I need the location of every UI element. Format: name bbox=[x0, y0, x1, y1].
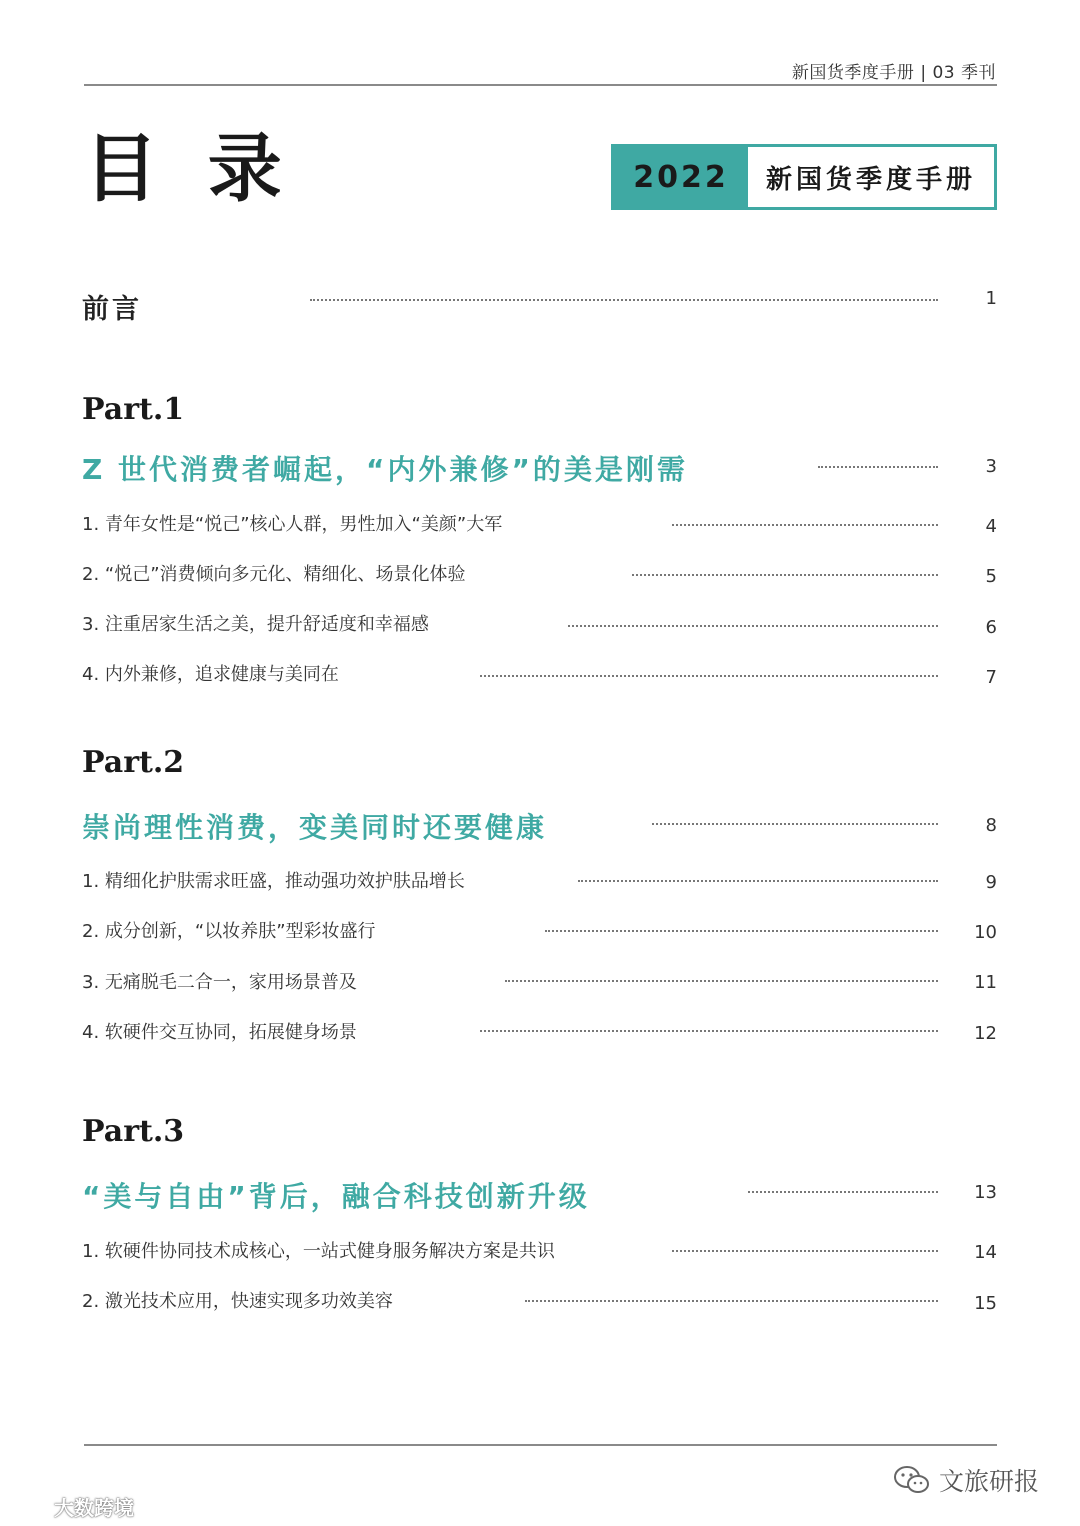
toc-item-page: 6 bbox=[985, 617, 997, 638]
part-heading-page: 8 bbox=[985, 815, 997, 836]
edition-badge bbox=[611, 144, 997, 210]
watermark-right bbox=[893, 1462, 1039, 1498]
toc-item[interactable]: 2. 成分创新，“以妆养肤”型彩妆盛行 bbox=[82, 921, 376, 942]
dot-leader bbox=[568, 625, 938, 627]
footer-divider bbox=[84, 1444, 997, 1446]
toc-item[interactable]: 2. 激光技术应用，快速实现多功效美容 bbox=[82, 1291, 393, 1312]
part-heading[interactable]: Z 世代消费者崛起，“内外兼修”的美是刚需 bbox=[82, 453, 688, 486]
toc-item-page: 14 bbox=[974, 1242, 997, 1263]
part-heading[interactable]: 崇尚理性消费，变美同时还要健康 bbox=[82, 811, 548, 844]
running-header: 新国货季度手册 | 03 季刊 bbox=[791, 63, 996, 83]
badge-name: 新国货季度手册 bbox=[748, 147, 994, 207]
toc-item-page: 15 bbox=[974, 1293, 997, 1314]
part-heading-page: 3 bbox=[985, 456, 997, 477]
dot-leader bbox=[310, 299, 938, 301]
toc-item-page: 9 bbox=[985, 872, 997, 893]
dot-leader bbox=[578, 880, 938, 882]
dot-leader bbox=[632, 574, 938, 576]
dot-leader bbox=[652, 823, 938, 825]
brand-logo-icon bbox=[10, 1495, 50, 1519]
toc-item[interactable]: 2. “悦己”消费倾向多元化、精细化、场景化体验 bbox=[82, 564, 466, 585]
dot-leader bbox=[505, 980, 938, 982]
toc-item[interactable]: 3. 无痛脱毛二合一，家用场景普及 bbox=[82, 972, 357, 993]
dot-leader bbox=[480, 675, 938, 677]
watermark-right-text: 文旅研报 bbox=[939, 1467, 1040, 1496]
badge-year: 2022 bbox=[614, 147, 748, 207]
toc-item[interactable]: 1. 精细化护肤需求旺盛，推动强功效护肤品增长 bbox=[82, 871, 465, 892]
toc-item[interactable]: 1. 软硬件协同技术成核心，一站式健身服务解决方案是共识 bbox=[82, 1241, 555, 1262]
toc-item-page: 11 bbox=[974, 972, 997, 993]
toc-item[interactable]: 3. 注重居家生活之美，提升舒适度和幸福感 bbox=[82, 614, 429, 635]
part-label: Part.3 bbox=[82, 1114, 185, 1149]
dot-leader bbox=[672, 524, 938, 526]
toc-item-page: 12 bbox=[974, 1023, 997, 1044]
part-heading-page: 13 bbox=[974, 1182, 997, 1203]
toc-item-page: 5 bbox=[985, 566, 997, 587]
part-label: Part.1 bbox=[82, 392, 185, 427]
toc-item-page: 10 bbox=[974, 922, 997, 943]
dot-leader bbox=[525, 1300, 938, 1302]
page-title: 目 录 bbox=[84, 126, 294, 212]
dot-leader bbox=[818, 466, 938, 468]
toc-item[interactable]: 1. 青年女性是“悦己”核心人群，男性加入“美颜”大军 bbox=[82, 514, 503, 535]
watermark-left-text: 大数跨境 bbox=[54, 1496, 134, 1520]
watermark-left bbox=[10, 1492, 134, 1521]
dot-leader bbox=[748, 1191, 938, 1193]
toc-preface-page: 1 bbox=[985, 288, 997, 309]
header-divider bbox=[84, 84, 997, 86]
toc-item[interactable]: 4. 内外兼修，追求健康与美同在 bbox=[82, 664, 339, 685]
toc-item-page: 7 bbox=[985, 667, 997, 688]
toc-item-page: 4 bbox=[985, 516, 997, 537]
part-label: Part.2 bbox=[82, 745, 185, 780]
dot-leader bbox=[672, 1250, 938, 1252]
toc-preface-title[interactable]: 前言 bbox=[82, 294, 142, 325]
dot-leader bbox=[480, 1030, 938, 1032]
dot-leader bbox=[545, 930, 938, 932]
wechat-icon bbox=[893, 1464, 931, 1496]
part-heading[interactable]: “美与自由”背后，融合科技创新升级 bbox=[82, 1180, 590, 1213]
toc-item[interactable]: 4. 软硬件交互协同，拓展健身场景 bbox=[82, 1022, 357, 1043]
